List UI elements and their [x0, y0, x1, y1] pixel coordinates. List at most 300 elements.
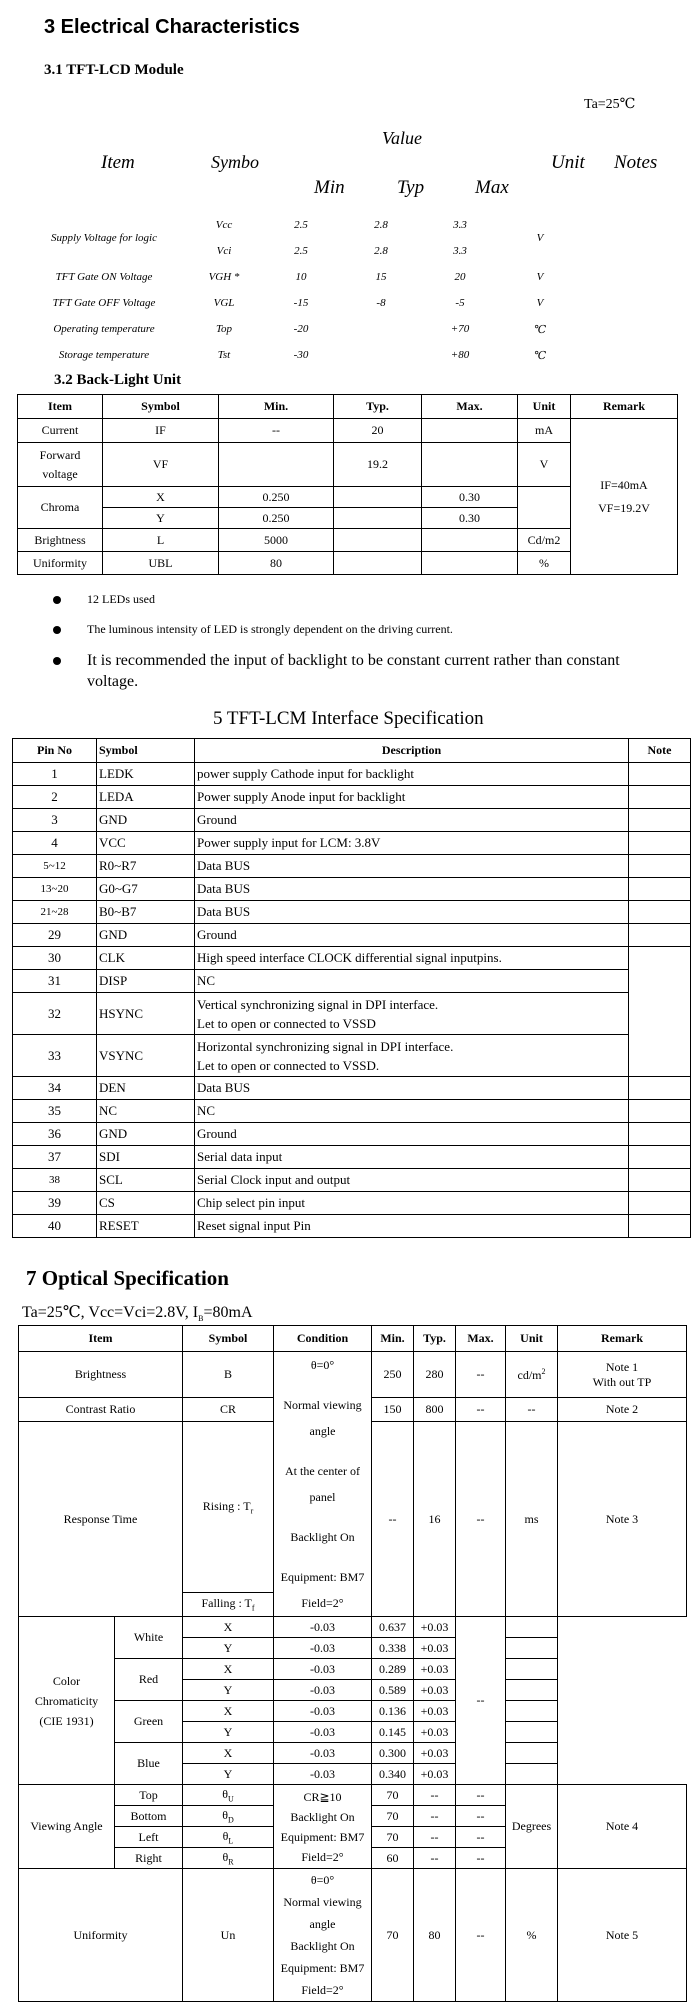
falling-text: Falling : T: [201, 1596, 252, 1611]
cell-color: Red: [115, 1659, 183, 1701]
cell-pin: 36: [13, 1123, 97, 1146]
section-3-2-title: 3.2 Back-Light Unit: [54, 372, 182, 388]
interface-table: [12, 738, 691, 1238]
cell-symbol: Vci: [216, 245, 232, 257]
cell-note: [629, 1100, 691, 1123]
table-row: [19, 1785, 687, 1806]
cell-typ: [334, 552, 422, 575]
table-row: [13, 1100, 691, 1123]
cell-remark: [506, 1638, 558, 1659]
col-header: Typ.: [414, 1326, 456, 1352]
cell-item: Chroma: [18, 487, 103, 529]
cell-typ: 280: [414, 1352, 456, 1398]
cell-unit: Cd/m2: [518, 529, 571, 552]
cell-note: [629, 855, 691, 878]
cell-description: Ground: [195, 924, 629, 947]
cell-pin: 2: [13, 786, 97, 809]
cell-min: --: [372, 1422, 414, 1617]
cell-symbol: X: [183, 1743, 274, 1764]
cell-description: NC: [195, 970, 629, 993]
cell-min: -0.03: [274, 1680, 372, 1701]
cell-typ: 15: [375, 271, 387, 283]
item-line: Chromaticity: [34, 1693, 99, 1708]
cell-note: [629, 1123, 691, 1146]
cell-min: -0.03: [274, 1764, 372, 1785]
table-header-row: [18, 395, 678, 419]
cell-note: [629, 1169, 691, 1192]
cell-pin: 13~20: [13, 878, 97, 901]
cond-cell: [274, 1869, 372, 2002]
cell-typ: [334, 529, 422, 552]
cell-item: Response Time: [19, 1422, 183, 1617]
cell-min: 70: [372, 1827, 414, 1848]
ta-label: Ta=25℃: [584, 97, 636, 112]
cell-symbol: R0~R7: [97, 855, 195, 878]
cell-symbol: [183, 1827, 274, 1848]
cell-note: [629, 786, 691, 809]
desc-line: Vertical synchronizing signal in DPI interface.: [197, 996, 439, 1012]
cell-symbol: Top: [215, 323, 233, 335]
col-header: Symbol: [183, 1326, 274, 1352]
cell-color: Green: [115, 1701, 183, 1743]
cell-min: -20: [293, 323, 309, 335]
cell-symbol: X: [183, 1617, 274, 1638]
cell-typ: [334, 487, 422, 508]
cond-line: Field=2°: [301, 1983, 344, 1997]
backlight-table: [17, 394, 678, 575]
cell-symbol: HSYNC: [97, 993, 195, 1035]
cell-symbol: VCC: [97, 832, 195, 855]
cell-description: Serial Clock input and output: [195, 1169, 629, 1192]
cell-typ: --: [414, 1848, 456, 1869]
cell-min: -0.03: [274, 1617, 372, 1638]
table-row: [13, 832, 691, 855]
table-row: [18, 419, 678, 443]
cell-item: Brightness: [19, 1352, 183, 1398]
col-header: Typ.: [334, 395, 422, 419]
cell-pin: 33: [13, 1035, 97, 1077]
table-row: [19, 1701, 687, 1722]
cell-unit: [506, 1352, 558, 1398]
cell-item: [18, 443, 103, 487]
cell-remark: Note 5: [558, 1869, 687, 2002]
table-row: [19, 1352, 687, 1398]
table-row: [22, 342, 582, 368]
cell-item: Current: [18, 419, 103, 443]
theta-sub: R: [228, 1857, 234, 1867]
remark-line: VF=19.2V: [598, 500, 650, 515]
cell-remark: [506, 1659, 558, 1680]
cell-symbol: DISP: [97, 970, 195, 993]
table-row: [13, 1192, 691, 1215]
cell-remark: [506, 1680, 558, 1701]
cell-max: [422, 419, 518, 443]
cell-unit: --: [456, 1617, 506, 1785]
cell-symbol: CS: [97, 1192, 195, 1215]
cell-typ: 80: [414, 1869, 456, 2002]
cell-remark: [506, 1764, 558, 1785]
col-header: Min.: [372, 1326, 414, 1352]
cell-symbol: [183, 1785, 274, 1806]
cell-note: [629, 1215, 691, 1238]
cell-pin: 31: [13, 970, 97, 993]
cell-remark: Note 4: [558, 1785, 687, 1869]
cell-color: White: [115, 1617, 183, 1659]
cell-direction: Bottom: [115, 1806, 183, 1827]
col-header: Remark: [558, 1326, 687, 1352]
bullet-icon: [53, 657, 61, 665]
cell-unit: V: [518, 443, 571, 487]
cell-min: 70: [372, 1785, 414, 1806]
cell-typ: 20: [334, 419, 422, 443]
cond-cell: [274, 1352, 372, 1617]
cell-min: --: [219, 419, 334, 443]
cell-typ: [334, 508, 422, 529]
cell-item: Contrast Ratio: [19, 1398, 183, 1422]
cell-min: 5000: [219, 529, 334, 552]
table-row: [22, 316, 582, 342]
cell-remark: [506, 1617, 558, 1638]
theta-text: θ: [222, 1807, 228, 1822]
bullet-icon: [53, 596, 61, 604]
cell-typ: 16: [414, 1422, 456, 1617]
cond-line: Backlight On: [290, 1809, 355, 1824]
cell-max: +0.03: [414, 1722, 456, 1743]
cell-max: +80: [450, 349, 470, 361]
cell-max: +0.03: [414, 1659, 456, 1680]
table-row: [19, 1743, 687, 1764]
cell-pin: 32: [13, 993, 97, 1035]
min-header: Min: [314, 177, 345, 198]
cell-min: 2.5: [294, 245, 308, 257]
desc-line: Horizontal synchronizing signal in DPI interface.: [197, 1038, 454, 1054]
cell-pin: 38: [13, 1169, 97, 1192]
item-header: Item: [101, 152, 135, 173]
cell-description: Chip select pin input: [195, 1192, 629, 1215]
cell-pin: 21~28: [13, 901, 97, 924]
col-header: Unit: [518, 395, 571, 419]
cell-symbol: SDI: [97, 1146, 195, 1169]
cell-typ: 0.300: [372, 1743, 414, 1764]
cell-symbol: [183, 1848, 274, 1869]
table-row: [19, 1659, 687, 1680]
table-row: [22, 212, 582, 238]
cell-symbol: VGH *: [208, 271, 240, 283]
cell-symbol: GND: [97, 1123, 195, 1146]
cell-symbol: X: [183, 1701, 274, 1722]
cell-symbol: [183, 1593, 274, 1617]
cell-symbol: DEN: [97, 1077, 195, 1100]
table-header-row: [19, 1326, 687, 1352]
cell-description: Data BUS: [195, 878, 629, 901]
table-row: [13, 947, 691, 970]
cell-note: [629, 1146, 691, 1169]
cell-item: Operating temperature: [53, 323, 155, 335]
cell-symbol: B: [183, 1352, 274, 1398]
col-header: Item: [19, 1326, 183, 1352]
cell-remark: [506, 1701, 558, 1722]
col-header: Item: [18, 395, 103, 419]
table-row: [13, 809, 691, 832]
cell-max: +0.03: [414, 1680, 456, 1701]
cell-note: [629, 924, 691, 947]
cell-item: Brightness: [18, 529, 103, 552]
cell-max: +0.03: [414, 1764, 456, 1785]
item-line: Forward: [39, 447, 81, 462]
cell-max: --: [456, 1827, 506, 1848]
cell-description: [195, 993, 629, 1035]
cell-unit: %: [506, 1869, 558, 2002]
cell-max: --: [456, 1785, 506, 1806]
cell-description: Power supply Anode input for backlight: [195, 786, 629, 809]
cell-max: [422, 552, 518, 575]
table-row: [13, 1077, 691, 1100]
typ-header: Typ: [397, 177, 425, 198]
cell-min: -0.03: [274, 1701, 372, 1722]
cell-pin: 39: [13, 1192, 97, 1215]
cell-note: [629, 832, 691, 855]
cell-max: --: [456, 1869, 506, 2002]
cell-description: High speed interface CLOCK differential signal inputpins.: [195, 947, 629, 970]
cell-remark: [558, 1352, 687, 1398]
cell-max: 20: [454, 271, 466, 283]
cond-line: Equipment: BM7: [280, 1570, 365, 1584]
table-row: [13, 1035, 691, 1077]
cell-min: 0.250: [219, 487, 334, 508]
cell-unit: mA: [518, 419, 571, 443]
cond-line: At the center of panel: [285, 1464, 360, 1504]
table-row: [13, 1169, 691, 1192]
cell-max: [422, 529, 518, 552]
cell-symbol: Vcc: [215, 219, 233, 231]
cell-unit: ℃: [533, 349, 547, 362]
section-5-title: 5 TFT-LCM Interface Specification: [213, 708, 484, 729]
cell-max: --: [456, 1806, 506, 1827]
cell-min: 150: [372, 1398, 414, 1422]
cell-pin: 35: [13, 1100, 97, 1123]
cell-symbol: CR: [183, 1398, 274, 1422]
remark-line: Note 1: [605, 1359, 639, 1374]
cell-max: 0.30: [422, 487, 518, 508]
cell-item: TFT Gate ON Voltage: [55, 271, 153, 283]
cell-min: -0.03: [274, 1722, 372, 1743]
cell-min: 60: [372, 1848, 414, 1869]
cell-unit: V: [536, 271, 544, 283]
col-header: Remark: [571, 395, 678, 419]
cell-description: Power supply input for LCM: 3.8V: [195, 832, 629, 855]
table-row: [13, 1146, 691, 1169]
cell-description: [195, 1035, 629, 1077]
cell-note: [629, 901, 691, 924]
table-row: [13, 878, 691, 901]
col-header: Condition: [274, 1326, 372, 1352]
cell-unit: [518, 487, 571, 529]
cell-typ: 0.289: [372, 1659, 414, 1680]
cell-min: 250: [372, 1352, 414, 1398]
cell-symbol: [183, 1806, 274, 1827]
note-text: The luminous intensity of LED is strongly dependent on the driving current.: [87, 622, 453, 636]
table-row: [13, 901, 691, 924]
cell-pin: 30: [13, 947, 97, 970]
cell-description: Ground: [195, 809, 629, 832]
cell-max: 0.30: [422, 508, 518, 529]
cell-description: NC: [195, 1100, 629, 1123]
cell-symbol: RESET: [97, 1215, 195, 1238]
cell-symbol: [183, 1422, 274, 1593]
cell-note: [629, 1192, 691, 1215]
cond-line: Field=2°: [301, 1849, 344, 1864]
value-header: Value: [382, 128, 422, 148]
col-header: Note: [629, 739, 691, 763]
unit-sup: 2: [541, 1366, 546, 1376]
cell-typ: --: [414, 1806, 456, 1827]
section-7-title: 7 Optical Specification: [26, 1266, 229, 1290]
col-header: Max.: [456, 1326, 506, 1352]
bullet-icon: [53, 626, 61, 634]
cell-symbol: Y: [183, 1764, 274, 1785]
cond-text: Ta=25℃, Vcc=Vci=2.8V, I: [22, 1304, 199, 1321]
table-row: [13, 924, 691, 947]
cell-item: Supply Voltage for logic: [50, 232, 157, 244]
cell-min: -15: [293, 297, 309, 309]
cell-color: Blue: [115, 1743, 183, 1785]
note-item: [53, 622, 687, 637]
table-row: [13, 1215, 691, 1238]
cell-pin: 34: [13, 1077, 97, 1100]
section-3-title: 3 Electrical Characteristics: [44, 16, 300, 38]
cell-unit: %: [518, 552, 571, 575]
cell-min: -0.03: [274, 1638, 372, 1659]
col-header: Unit: [506, 1326, 558, 1352]
cell-symbol: NC: [97, 1100, 195, 1123]
cell-min: 10: [295, 271, 307, 283]
cell-description: Ground: [195, 1123, 629, 1146]
theta-sub: D: [227, 1815, 234, 1825]
cell-item: Uniformity: [19, 1869, 183, 2002]
table-header-row: [13, 739, 691, 763]
max-header: Max: [475, 177, 509, 198]
cell-pin: 40: [13, 1215, 97, 1238]
cell-min: -30: [293, 349, 309, 361]
optical-conditions: [22, 1302, 253, 1323]
cell-max: +0.03: [414, 1617, 456, 1638]
cell-typ: 0.340: [372, 1764, 414, 1785]
cell-pin: 1: [13, 763, 97, 786]
cell-max: +70: [450, 323, 470, 335]
cell-remark: [506, 1743, 558, 1764]
cell-typ: --: [414, 1785, 456, 1806]
note-text: 12 LEDs used: [87, 592, 155, 606]
cell-symbol: CLK: [97, 947, 195, 970]
cell-typ: 0.145: [372, 1722, 414, 1743]
cell-pin: 4: [13, 832, 97, 855]
cell-max: +0.03: [414, 1743, 456, 1764]
cell-symbol: VSYNC: [97, 1035, 195, 1077]
cell-typ: 19.2: [334, 443, 422, 487]
cell-symbol: GND: [97, 809, 195, 832]
cell-note: [629, 947, 691, 1077]
cell-remark: [506, 1722, 558, 1743]
cell-direction: Right: [115, 1848, 183, 1869]
table-row: [13, 763, 691, 786]
col-header: Description: [195, 739, 629, 763]
cond-line: Backlight On: [290, 1530, 355, 1544]
col-header: Symbol: [103, 395, 219, 419]
cell-note: [629, 809, 691, 832]
cond-end: =80mA: [203, 1304, 253, 1321]
cell-unit: V: [536, 297, 544, 309]
remark-cell: [571, 419, 678, 575]
cell-max: --: [456, 1422, 506, 1617]
cond-cell: [274, 1785, 372, 1869]
cell-pin: 37: [13, 1146, 97, 1169]
cell-item: Storage temperature: [58, 349, 150, 361]
cell-max: --: [456, 1352, 506, 1398]
cell-typ: 2.8: [374, 245, 388, 257]
theta-sub: U: [227, 1794, 234, 1804]
table-row: [22, 264, 582, 290]
cell-symbol: Tst: [217, 349, 231, 361]
cell-min: 2.5: [294, 219, 308, 231]
cell-max: --: [456, 1398, 506, 1422]
cell-typ: 0.338: [372, 1638, 414, 1659]
cell-typ: [340, 316, 422, 342]
notes-header: Notes: [614, 152, 658, 173]
theta-text: θ: [222, 1849, 229, 1864]
cell-note: [629, 1077, 691, 1100]
cell-symbol: B0~B7: [97, 901, 195, 924]
cell-direction: Left: [115, 1827, 183, 1848]
cond-line: Field=2°: [301, 1596, 344, 1610]
cell-description: Data BUS: [195, 901, 629, 924]
cell-symbol: LEDA: [97, 786, 195, 809]
item-line: (CIE 1931): [39, 1713, 94, 1728]
cell-typ: 0.637: [372, 1617, 414, 1638]
cell-min: -0.03: [274, 1659, 372, 1680]
cell-description: Serial data input: [195, 1146, 629, 1169]
unit-header: Unit: [551, 152, 585, 173]
note-text: It is recommended the input of backlight to be constant current rather than constant voltage.: [87, 652, 620, 690]
item-line: Color: [52, 1673, 81, 1688]
cell-symbol: UBL: [103, 552, 219, 575]
cell-max: [422, 443, 518, 487]
col-header: Min.: [219, 395, 334, 419]
cell-description: Reset signal input Pin: [195, 1215, 629, 1238]
table-row: [13, 970, 691, 993]
electrical-table: [22, 212, 582, 368]
note-item: [53, 650, 647, 692]
cell-typ: 2.8: [374, 219, 388, 231]
cell-max: --: [456, 1848, 506, 1869]
cell-remark: Note 3: [558, 1422, 687, 1617]
cell-min: 0.250: [219, 508, 334, 529]
rising-text: Rising : T: [202, 1498, 251, 1513]
remark-line: IF=40mA: [600, 477, 648, 492]
cell-item: Viewing Angle: [19, 1785, 115, 1869]
cell-typ: 800: [414, 1398, 456, 1422]
optical-table: [18, 1325, 687, 2002]
cell-symbol: SCL: [97, 1169, 195, 1192]
cell-item: Uniformity: [18, 552, 103, 575]
cell-remark: Note 2: [558, 1398, 687, 1422]
cond-line: Normal viewing angle: [283, 1895, 362, 1931]
cond-sub: B: [198, 1314, 204, 1324]
cond-line: Equipment: BM7: [280, 1961, 365, 1975]
table-row: [13, 993, 691, 1035]
cell-min: 80: [219, 552, 334, 575]
cell-description: Data BUS: [195, 1077, 629, 1100]
theta-text: θ: [222, 1828, 229, 1843]
